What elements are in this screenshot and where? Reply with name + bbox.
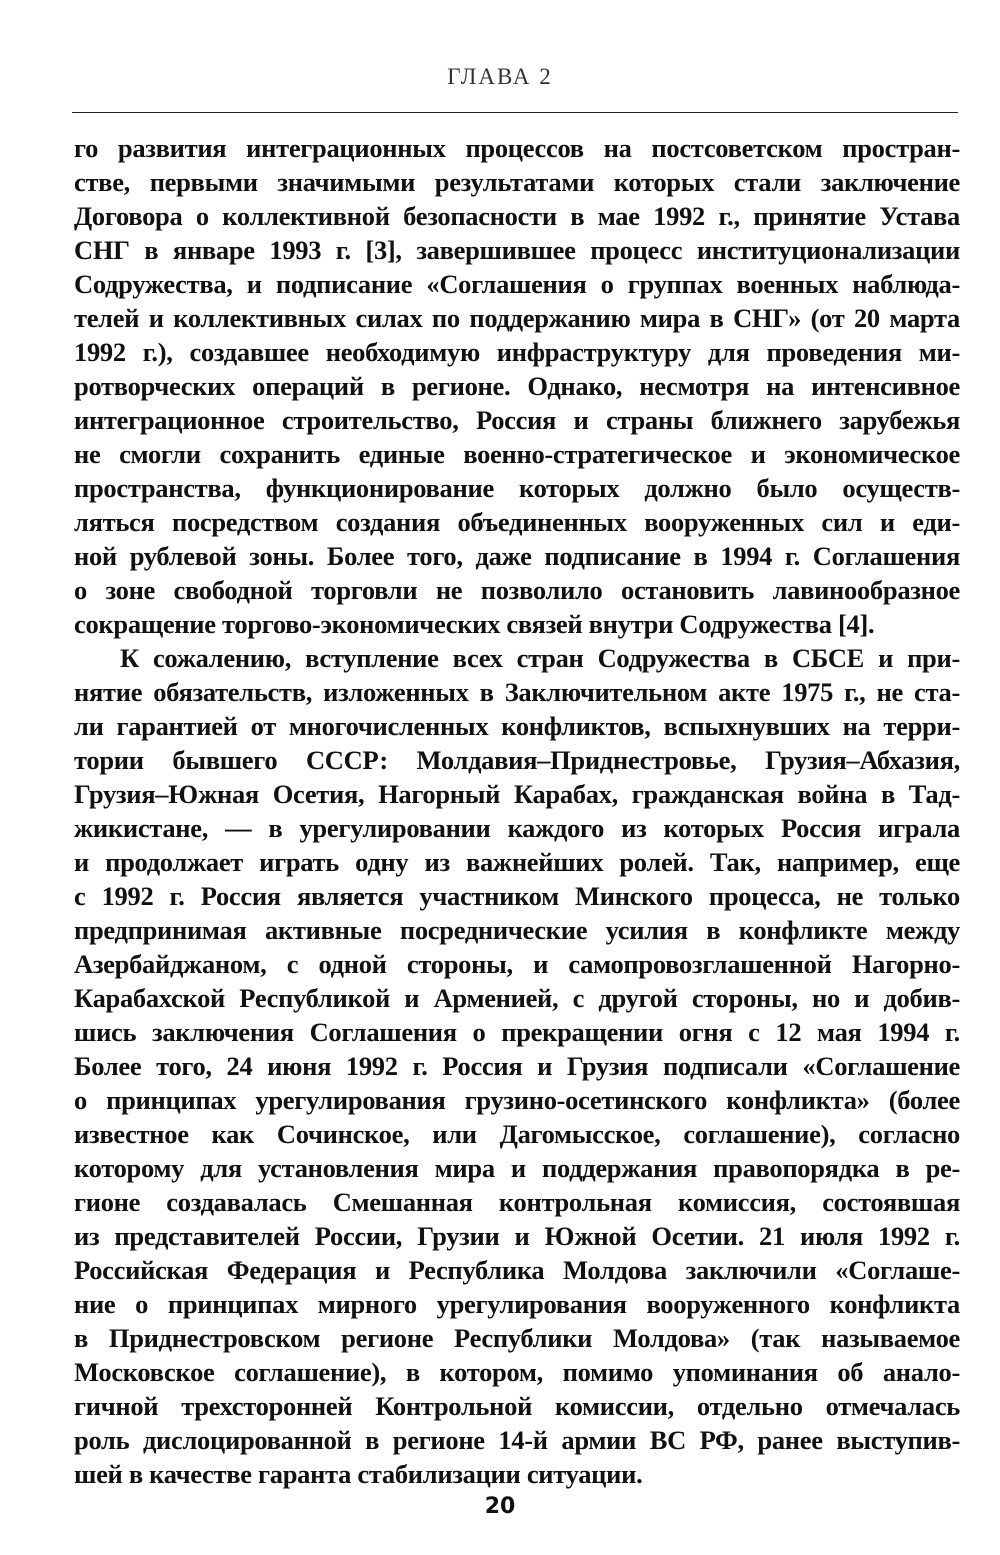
text-line: ли гарантией от многочисленных конфликтов, вспыхнувших на терри-: [74, 711, 960, 741]
text-line: телей и коллективных силах по поддержанию мира в СНГ» (от 20 марта: [74, 303, 960, 333]
text-line: из представителей России, Грузии и Южной Осетии. 21 июля 1992 г.: [74, 1221, 960, 1251]
text-line: роль дислоцированной в регионе 14-й армии ВС РФ, ранее выступив-: [74, 1425, 960, 1455]
text-line: в Приднестровском регионе Республики Молдова» (так называемое: [74, 1323, 960, 1353]
text-line: шись заключения Соглашения о прекращении огня с 12 мая 1994 г.: [74, 1017, 960, 1047]
text-line: шей в качестве гаранта стабилизации ситуации.: [74, 1459, 643, 1489]
text-line: Карабахской Республикой и Арменией, с другой стороны, но и добив-: [74, 983, 960, 1013]
body-text: [74, 131, 960, 1491]
text-line: Договора о коллективной безопасности в мае 1992 г., принятие Устава: [74, 201, 960, 231]
text-line: сокращение торгово-экономических связей внутри Содружества [4].: [74, 609, 875, 639]
text-line: стве, первыми значимыми результатами которых стали заключение: [74, 167, 960, 197]
text-line: нятие обязательств, изложенных в Заключительном акте 1975 г., не ста-: [74, 677, 960, 707]
text-line: о принципах урегулирования грузино-осетинского конфликта» (более: [74, 1085, 960, 1115]
paragraph-1: [74, 131, 960, 641]
header-rule: [72, 112, 958, 113]
page-number: 20: [484, 1494, 516, 1519]
text-line: К сожалению, вступление всех стран Содружества в СБСЕ и при-: [120, 643, 960, 673]
text-line: Московское соглашение), в котором, помимо упоминания об анало-: [74, 1357, 960, 1387]
running-head: ГЛАВА 2: [447, 64, 553, 89]
text-line: и продолжает играть одну из важнейших ролей. Так, например, еще: [74, 847, 960, 877]
text-line: с 1992 г. Россия является участником Минского процесса, не только: [74, 881, 960, 911]
text-line: интеграционное строительство, Россия и страны ближнего зарубежья: [74, 405, 960, 435]
text-line: ной рублевой зоны. Более того, даже подписание в 1994 г. Соглашения: [74, 541, 960, 571]
text-line: жикистане, — в урегулировании каждого из которых Россия играла: [74, 813, 960, 843]
text-line: пространства, функционирование которых должно было осуществ-: [74, 473, 960, 503]
text-line: известное как Сочинское, или Дагомысское, соглашение), согласно: [74, 1119, 960, 1149]
text-line: Азербайджаном, с одной стороны, и самопровозглашенной Нагорно-: [74, 949, 960, 979]
text-line: не смогли сохранить единые военно-стратегическое и экономическое: [74, 439, 960, 469]
text-line: Российская Федерация и Республика Молдова заключили «Соглаше-: [74, 1255, 960, 1285]
text-line: ляться посредством создания объединенных вооруженных сил и еди-: [74, 507, 960, 537]
text-line: гичной трехсторонней Контрольной комиссии, отдельно отмечалась: [74, 1391, 960, 1421]
text-line: которому для установления мира и поддержания правопорядка в ре-: [74, 1153, 960, 1183]
text-line: ние о принципах мирного урегулирования вооруженного конфликта: [74, 1289, 960, 1319]
text-line: СНГ в январе 1993 г. [3], завершившее процесс институционализации: [74, 235, 960, 265]
text-line: гионе создавалась Смешанная контрольная комиссия, состоявшая: [74, 1187, 960, 1217]
text-line: го развития интеграционных процессов на постсоветском простран-: [74, 133, 960, 163]
text-line: о зоне свободной торговли не позволило остановить лавинообразное: [74, 575, 960, 605]
text-line: 1992 г.), создавшее необходимую инфраструктуру для проведения ми-: [74, 337, 960, 367]
paragraph-2: [74, 641, 960, 1491]
text-line: Более того, 24 июня 1992 г. Россия и Грузия подписали «Соглашение: [74, 1051, 960, 1081]
text-line: Содружества, и подписание «Соглашения о группах военных наблюда-: [74, 269, 960, 299]
text-line: тории бывшего СССР: Молдавия–Приднестровье, Грузия–Абхазия,: [74, 745, 960, 775]
text-line: ротворческих операций в регионе. Однако, несмотря на интенсивное: [74, 371, 960, 401]
text-line: Грузия–Южная Осетия, Нагорный Карабах, гражданская война в Тад-: [74, 779, 960, 809]
text-line: предпринимая активные посреднические усилия в конфликте между: [74, 915, 960, 945]
